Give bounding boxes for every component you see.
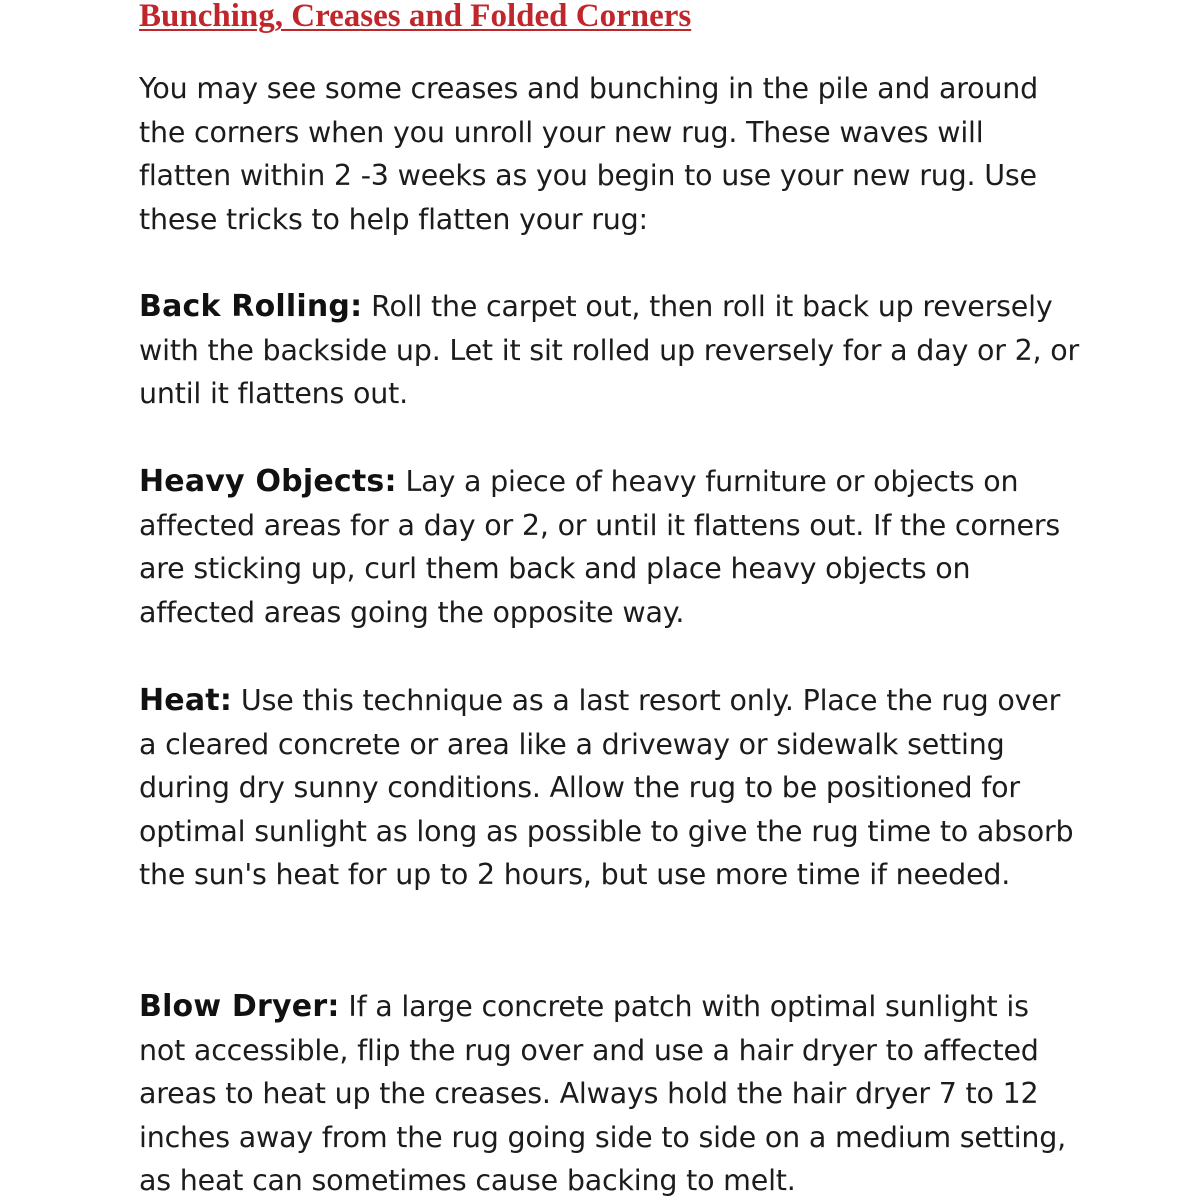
section-text: Lay a piece of heavy furniture or objects on affected areas for a day or 2, or until it flattens out. If the corners are sticking up, curl them back and place heavy objects on affected areas going the opposite way.	[139, 465, 1061, 629]
section-heading: Blow Dryer:	[139, 989, 340, 1024]
section-text: Roll the carpet out, then roll it back up reversely with the backside up. Let it sit rolled up reversely for a day or 2, or until it flattens out.	[139, 290, 1080, 411]
section-heavy-objects	[139, 460, 1079, 634]
section-blow-dryer	[139, 985, 1079, 1200]
section-heading: Back Rolling:	[139, 289, 363, 324]
section-text: If a large concrete patch with optimal sunlight is not accessible, flip the rug over and use a hair dryer to affected areas to heat up the creases. Always hold the hair dryer 7 to 12 inches away from the rug going side to side on a medium setting, as heat can sometimes cause backing to melt.	[139, 990, 1067, 1198]
section-back-rolling	[139, 285, 1079, 416]
page-title: Bunching, Creases and Folded Corners	[139, 0, 692, 34]
section-heat	[139, 679, 1079, 897]
section-heading: Heavy Objects:	[139, 464, 397, 499]
section-text: Use this technique as a last resort only. Place the rug over a cleared concrete or area like a driveway or sidewalk setting during dry sunny conditions. Allow the rug to be positioned for optimal sunlight as long as possible to give the rug time to absorb the sun's heat for up to 2 hours, but use more time if needed.	[139, 684, 1074, 892]
section-heading: Heat:	[139, 683, 233, 718]
intro-paragraph: You may see some creases and bunching in the pile and around the corners when you unroll your new rug. These waves will flatten within 2 -3 weeks as you begin to use your new rug. Use these tricks to help flatten your rug:	[139, 72, 1039, 236]
